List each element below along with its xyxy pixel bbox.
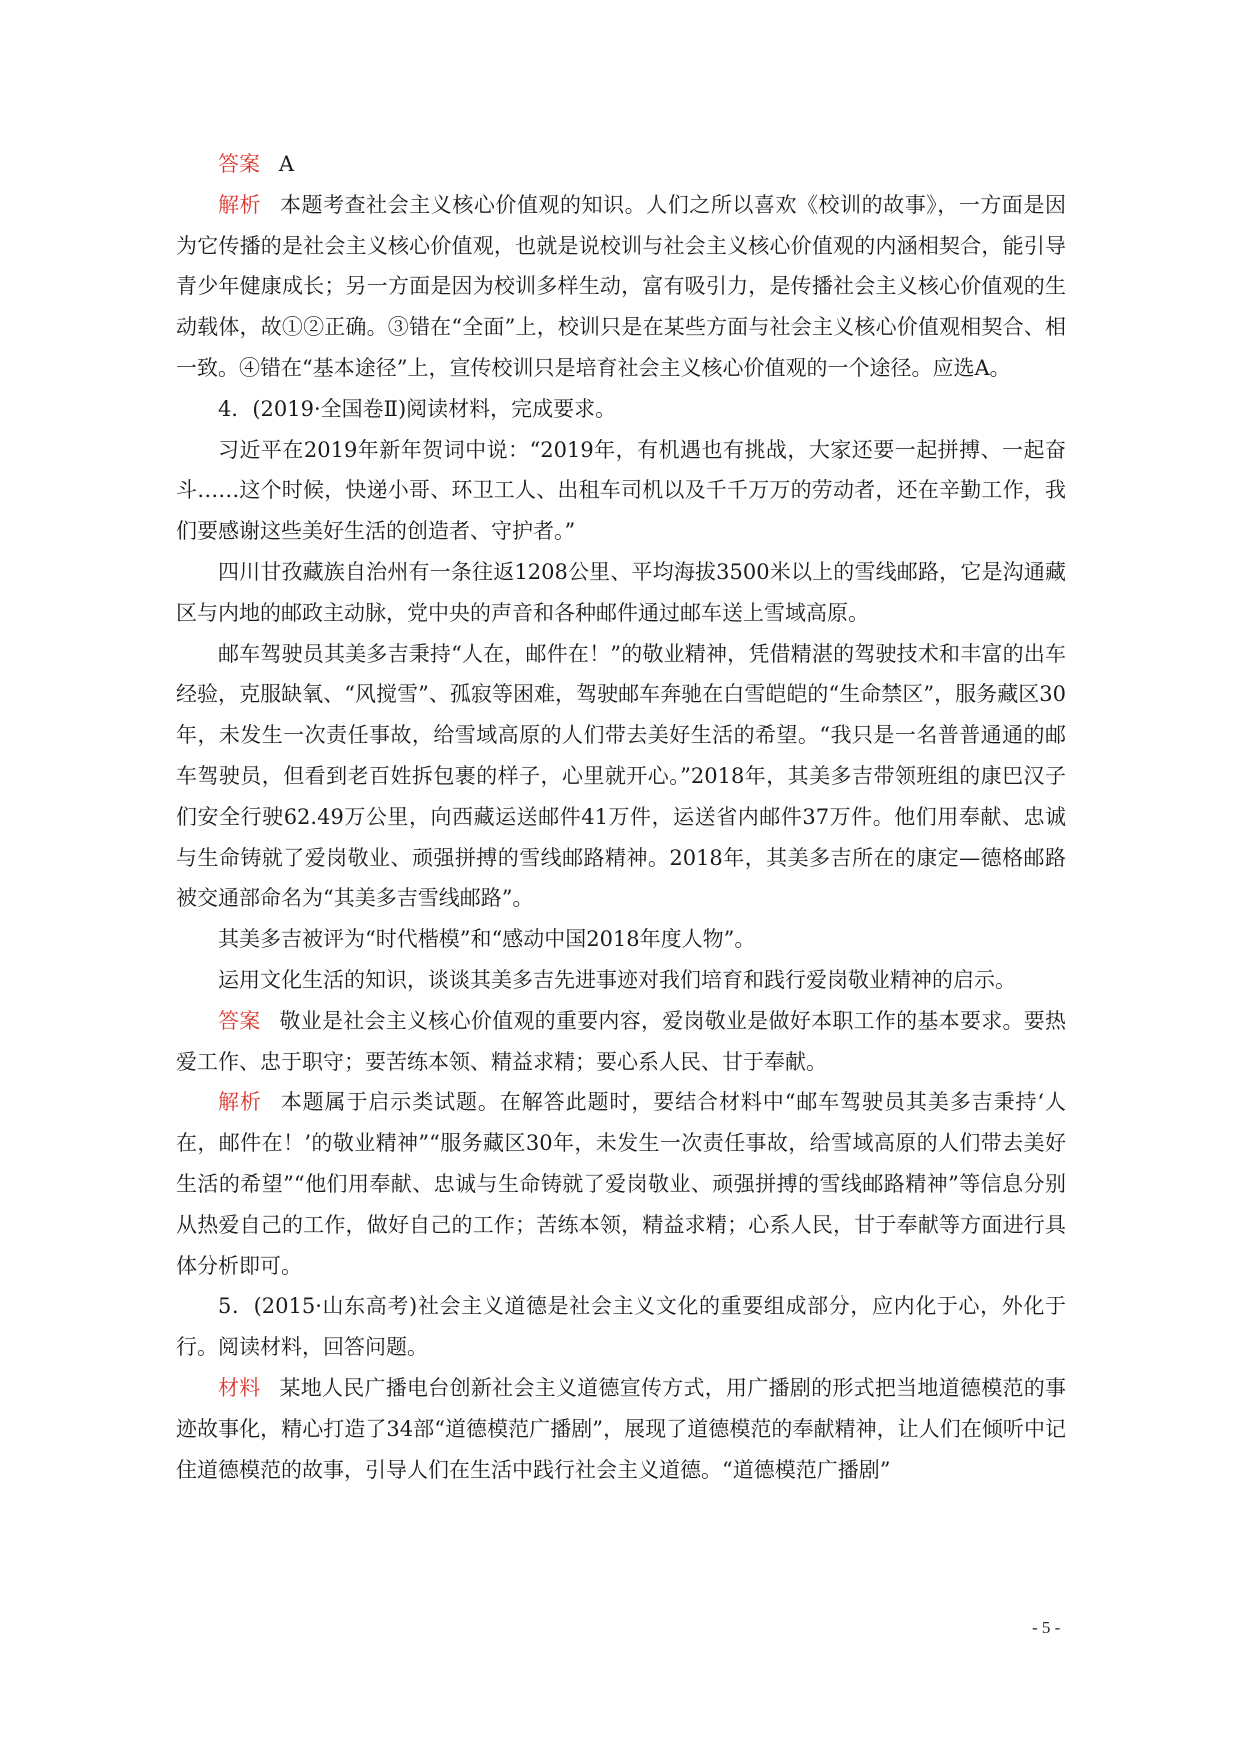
answer-paragraph (176, 1001, 1066, 1083)
analysis-label: 解析 (218, 1090, 262, 1115)
question-5-heading (176, 1286, 1066, 1368)
answer-paragraph (176, 144, 1066, 185)
answer-text: 敬业是社会主义核心价值观的重要内容，爱岗敬业是做好本职工作的基本要求。要热爱工作、忠于职守；要苦练本领、精益求精；要心系人民、甘于奉献。 (176, 1008, 1067, 1074)
material-paragraph (176, 552, 1066, 634)
question-prompt-text: 运用文化生活的知识，谈谈其美多吉先进事迹对我们培育和践行爱岗敬业精神的启示。 (218, 967, 1016, 992)
analysis-label: 解析 (218, 192, 262, 217)
answer-text: A (278, 152, 295, 176)
question-5-text: 5．(2015·山东高考)社会主义道德是社会主义文化的重要组成部分，应内化于心，外化于行。阅读材料，回答问题。 (176, 1294, 1066, 1360)
analysis-paragraph (176, 185, 1066, 389)
analysis-paragraph (176, 1082, 1066, 1286)
analysis-text: 本题考查社会主义核心价值观的知识。人们之所以喜欢《校训的故事》，一方面是因为它传播的是社会主义核心价值观，也就是说校训与社会主义核心价值观的内涵相契合，能引导青少年健康成长；另一方面是因为校训多样生动，富有吸引力，是传播社会主义核心价值观的生动载体，故①②正确。③错在“全面”上，校训只是在某些方面与社会主义核心价值观相契合、相一致。④错在“基本途径”上，宣传校训只是培育社会主义核心价值观的一个途径。应选A。 (176, 192, 1067, 380)
material-text: 习近平在2019年新年贺词中说：“2019年，有机遇也有挑战，大家还要一起拼搏、一起奋斗……这个时候，快递小哥、环卫工人、出租车司机以及千千万万的劳动者，还在辛勤工作，我们要感谢这些美好生活的创造者、守护者。” (176, 437, 1066, 544)
material-paragraph (176, 919, 1066, 960)
document-body (176, 144, 1066, 1490)
page-number: - 5 - (1032, 1618, 1061, 1637)
material-label: 材料 (218, 1375, 261, 1400)
question-4-heading (176, 389, 1066, 430)
material-text: 某地人民广播电台创新社会主义道德宣传方式，用广播剧的形式把当地道德模范的事迹故事化，精心打造了34部“道德模范广播剧”，展现了道德模范的奉献精神，让人们在倾听中记住道德模范的故事，引导人们在生活中践行社会主义道德。“道德模范广播剧” (176, 1375, 1067, 1482)
material-paragraph (176, 634, 1066, 920)
answer-label: 答案 (218, 152, 260, 176)
material-text: 四川甘孜藏族自治州有一条往返1208公里、平均海拔3500米以上的雪线邮路，它是沟通藏区与内地的邮政主动脉，党中央的声音和各种邮件通过邮车送上雪域高原。 (176, 559, 1066, 625)
answer-label: 答案 (218, 1008, 261, 1033)
question-4-text: 4．(2019·全国卷Ⅱ)阅读材料，完成要求。 (218, 396, 617, 421)
material-text: 邮车驾驶员其美多吉秉持“人在，邮件在！”的敬业精神，凭借精湛的驾驶技术和丰富的出车经验，克服缺氧、“风搅雪”、孤寂等困难，驾驶邮车奔驰在白雪皑皑的“生命禁区”，服务藏区30年，未发生一次责任事故，给雪域高原的人们带去美好生活的希望。“我只是一名普普通通的邮车驾驶员，但看到老百姓拆包裹的样子，心里就开心。”2018年，其美多吉带领班组的康巴汉子们安全行驶62.49万公里，向西藏运送邮件41万件，运送省内邮件37万件。他们用奉献、忠诚与生命铸就了爱岗敬业、顽强拼搏的雪线邮路精神。2018年，其美多吉所在的康定—德格邮路被交通部命名为“其美多吉雪线邮路”。 (176, 641, 1066, 911)
question-prompt (176, 960, 1066, 1001)
analysis-text: 本题属于启示类试题。在解答此题时，要结合材料中“邮车驾驶员其美多吉秉持‘人在，邮件在！’的敬业精神”“服务藏区30年，未发生一次责任事故，给雪域高原的人们带去美好生活的希望”“他们用奉献、忠诚与生命铸就了爱岗敬业、顽强拼搏的雪线邮路精神”等信息分别从热爱自己的工作，做好自己的工作；苦练本领，精益求精；心系人民，甘于奉献等方面进行具体分析即可。 (176, 1090, 1066, 1278)
material-paragraph (176, 430, 1066, 552)
material-paragraph (176, 1368, 1066, 1490)
material-text: 其美多吉被评为“时代楷模”和“感动中国2018年度人物”。 (218, 927, 756, 952)
